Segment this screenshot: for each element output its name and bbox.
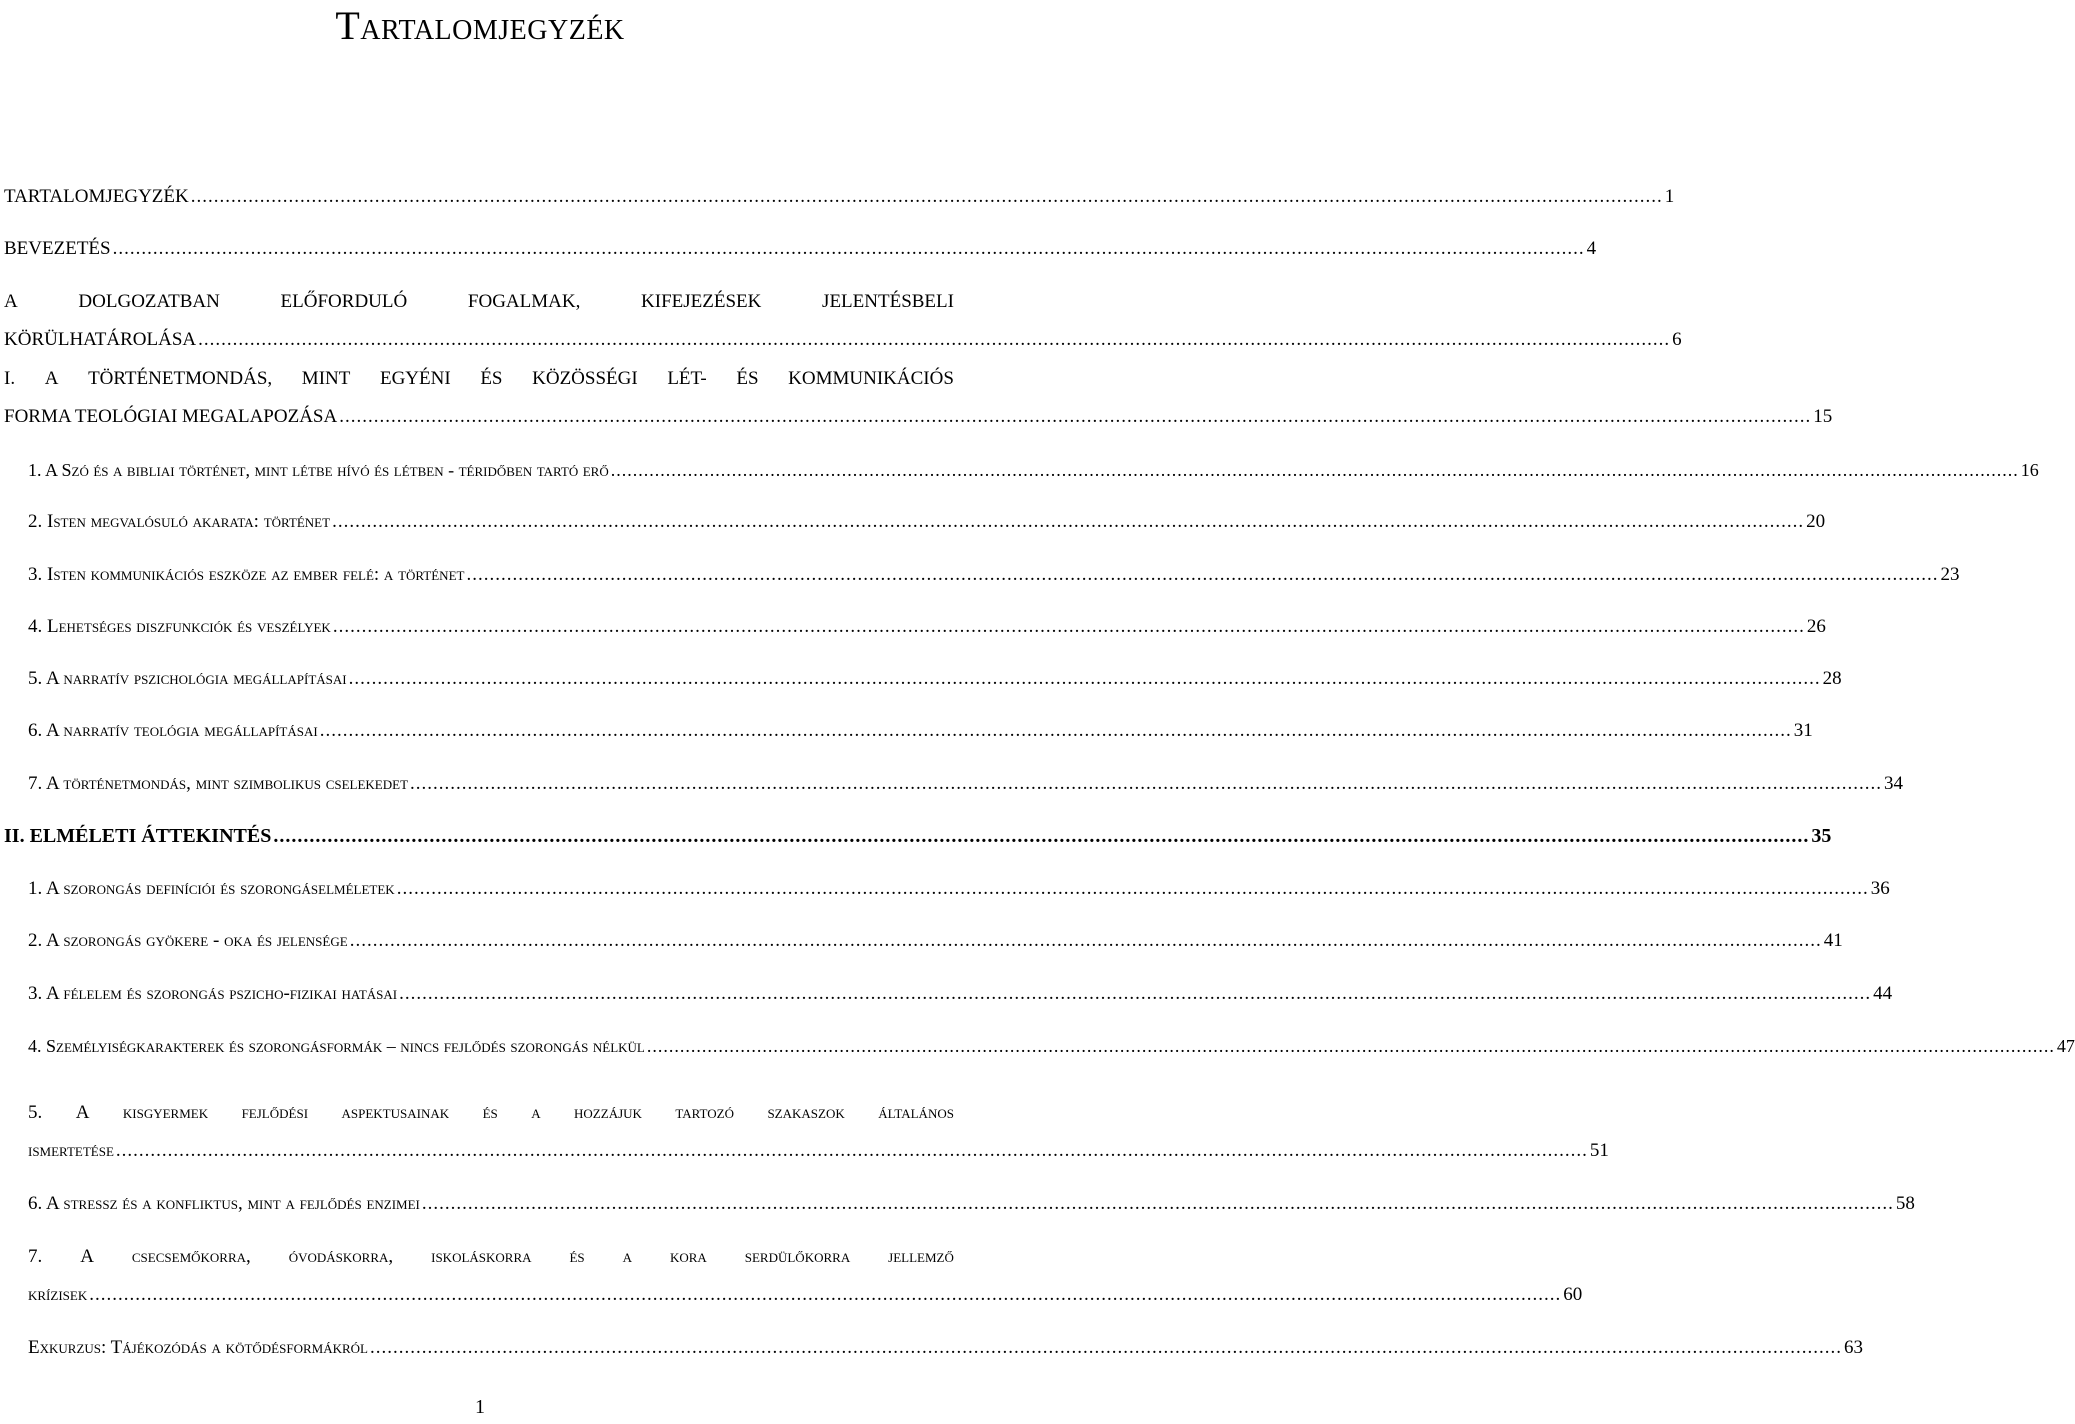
toc-word: KIFEJEZÉSEK — [641, 291, 762, 312]
toc-dot-leader — [397, 874, 1869, 904]
toc-entry-page: 51 — [1589, 1140, 1609, 1161]
toc-dot-leader — [647, 1031, 2055, 1061]
toc-entry-label: ismertetése — [28, 1140, 114, 1161]
toc-entry[interactable] — [28, 979, 1893, 1009]
toc-word: csecsemőkorra, — [131, 1246, 251, 1267]
toc-entry-label: 4. Személyiségkarakterek és szorongásformák – nincs fejlődés szorongás nélkül — [28, 1036, 645, 1056]
toc-entry-label: Exkurzus: Tájékozódás a kötődésformákról — [28, 1337, 368, 1358]
toc-entry[interactable] — [4, 402, 1833, 432]
toc-entry[interactable] — [28, 560, 1960, 590]
toc-word: JELENTÉSBELI — [822, 291, 954, 312]
toc-entry[interactable] — [28, 1031, 2075, 1061]
toc-dot-leader — [113, 234, 1585, 264]
toc-word: KÖZÖSSÉGI — [532, 368, 638, 389]
toc-word: hozzájuk — [574, 1102, 642, 1123]
toc-word: TÖRTÉNETMONDÁS, — [88, 368, 273, 389]
toc-word: KOMMUNIKÁCIÓS — [788, 368, 954, 389]
toc-word: szakaszok — [767, 1102, 845, 1123]
toc-word: DOLGOZATBAN — [78, 291, 220, 312]
toc-word: MINT — [301, 368, 351, 389]
toc-entry-label: BEVEZETÉS — [4, 238, 111, 259]
toc-dot-leader — [320, 716, 1792, 746]
toc-entry[interactable] — [4, 821, 1832, 851]
toc-word: jellemző — [888, 1246, 954, 1267]
toc-word: A — [75, 1102, 90, 1123]
toc-entry[interactable] — [4, 234, 1597, 264]
toc-entry-label: 1. A szorongás definíciói és szorongáselméletek — [28, 878, 395, 899]
toc-entry-page: 15 — [1813, 406, 1833, 427]
toc-word: FOGALMAK, — [467, 291, 581, 312]
toc-dot-leader — [273, 821, 1809, 851]
toc-entry-page: 31 — [1793, 720, 1813, 741]
toc-entry[interactable] — [28, 1333, 1863, 1363]
toc-word: általános — [878, 1102, 954, 1123]
toc-dot-leader — [611, 455, 2019, 485]
toc-dot-leader — [198, 325, 1670, 355]
toc-word: iskoláskorra — [431, 1246, 532, 1267]
toc-entry[interactable] — [28, 455, 2039, 485]
toc-entry[interactable] — [28, 874, 1890, 904]
toc-entry-page: 1 — [1664, 186, 1675, 207]
toc-dot-leader — [191, 182, 1663, 212]
toc-entry-label: KÖRÜLHATÁROLÁSA — [4, 329, 197, 350]
toc-entry-page: 60 — [1563, 1284, 1583, 1305]
toc-word: óvodáskorra, — [288, 1246, 394, 1267]
toc-entry-label: 5. A narratív pszichológia megállapításai — [28, 668, 347, 689]
toc-entry-label: 2. Isten megvalósuló akarata: történet — [28, 511, 331, 532]
toc-word: A — [4, 291, 18, 312]
toc-entry[interactable] — [28, 1136, 1609, 1166]
toc-dot-leader — [339, 402, 1811, 432]
toc-entry-page: 36 — [1870, 878, 1890, 899]
toc-entry-label: TARTALOMJEGYZÉK — [4, 186, 189, 207]
toc-entry-first-line[interactable] — [4, 287, 954, 317]
toc-dot-leader — [333, 612, 1805, 642]
toc-entry-label: 6. A stressz és a konfliktus, mint a fejlődés enzimei — [28, 1193, 420, 1214]
toc-entry[interactable] — [28, 1189, 1915, 1219]
toc-word: 5. — [28, 1102, 43, 1123]
toc-dot-leader — [332, 507, 1804, 537]
toc-word: kisgyermek — [122, 1102, 209, 1123]
toc-entry-page: 26 — [1806, 616, 1826, 637]
toc-dot-leader — [89, 1280, 1561, 1310]
toc-entry[interactable] — [28, 1280, 1583, 1310]
toc-entry[interactable] — [28, 926, 1843, 956]
toc-dot-leader — [399, 979, 1871, 1009]
toc-entry-label: 6. A narratív teológia megállapításai — [28, 720, 318, 741]
toc-word: ELŐFORDULÓ — [280, 291, 408, 312]
toc-entry-label: 2. A szorongás gyökere - oka és jelensége — [28, 930, 348, 951]
toc-entry-page: 6 — [1672, 329, 1682, 350]
toc-entry-page: 23 — [1940, 564, 1960, 585]
toc-entry-first-line[interactable] — [4, 364, 954, 394]
toc-entry[interactable] — [4, 325, 1682, 355]
toc-entry-page: 58 — [1895, 1193, 1915, 1214]
toc-entry-page: 44 — [1873, 983, 1893, 1004]
toc-entry[interactable] — [28, 664, 1842, 694]
toc-word: aspektusainak — [341, 1102, 450, 1123]
toc-entry[interactable] — [28, 612, 1826, 642]
toc-word: serdülőkorra — [744, 1246, 851, 1267]
toc-entry-page: 20 — [1806, 511, 1826, 532]
toc-word: EGYÉNI — [379, 368, 451, 389]
toc-entry-page: 63 — [1843, 1337, 1863, 1358]
toc-word: 7. — [28, 1246, 43, 1267]
toc-entry-label: 3. A félelem és szorongás pszicho-fizikai hatásai — [28, 983, 398, 1004]
toc-dot-leader — [370, 1333, 1842, 1363]
toc-dot-leader — [410, 769, 1882, 799]
toc-entry-label: 4. Lehetséges diszfunkciók és veszélyek — [28, 616, 331, 637]
toc-entry-label: 1. A Szó és a bibliai történet, mint létbe hívó és létben - téridőben tartó erő — [28, 460, 609, 480]
toc-dot-leader — [349, 664, 1821, 694]
toc-word: fejlődési — [241, 1102, 309, 1123]
toc-entry-page: 47 — [2056, 1036, 2075, 1056]
toc-word: a — [622, 1246, 632, 1267]
toc-word: A — [80, 1246, 94, 1267]
toc-word: tartozó — [675, 1102, 734, 1123]
toc-entry[interactable] — [28, 769, 1904, 799]
toc-word: A — [44, 368, 59, 389]
toc-entry-page: 16 — [2020, 460, 2039, 480]
toc-entry[interactable] — [4, 182, 1675, 212]
toc-word: ÉS — [736, 368, 759, 389]
toc-dot-leader — [116, 1136, 1588, 1166]
toc-word: I. — [4, 368, 16, 389]
toc-entry-first-line[interactable] — [28, 1242, 954, 1272]
toc-entry-page: 34 — [1884, 773, 1904, 794]
toc-entry-page: 35 — [1811, 825, 1832, 847]
toc-entry-label: 3. Isten kommunikációs eszköze az ember felé: a történet — [28, 564, 465, 585]
toc-entry-page: 4 — [1586, 238, 1597, 259]
toc-entry-label: II. ELMÉLETI ÁTTEKINTÉS — [4, 825, 272, 847]
toc-word: és — [569, 1246, 585, 1267]
toc-word: és — [482, 1102, 498, 1123]
toc-entry-page: 41 — [1823, 930, 1843, 951]
toc-entry[interactable] — [28, 507, 1826, 537]
toc-entry-label: krízisek — [28, 1284, 88, 1305]
toc-entry-page: 28 — [1822, 668, 1842, 689]
page-title: Tartalomjegyzék — [335, 3, 625, 48]
toc-entry-first-line[interactable] — [28, 1098, 954, 1128]
toc-dot-leader — [350, 926, 1822, 956]
toc-entry-label: 7. A történetmondás, mint szimbolikus cselekedet — [28, 773, 409, 794]
page-number: 1 — [475, 1396, 485, 1418]
toc-word: ÉS — [480, 368, 503, 389]
toc-word: LÉT- — [667, 368, 707, 389]
toc-word: kora — [669, 1246, 707, 1267]
toc-entry[interactable] — [28, 716, 1813, 746]
toc-entry-label: FORMA TEOLÓGIAI MEGALAPOZÁSA — [4, 406, 338, 427]
toc-dot-leader — [422, 1189, 1894, 1219]
toc-word: a — [531, 1102, 541, 1123]
toc-dot-leader — [466, 560, 1938, 590]
